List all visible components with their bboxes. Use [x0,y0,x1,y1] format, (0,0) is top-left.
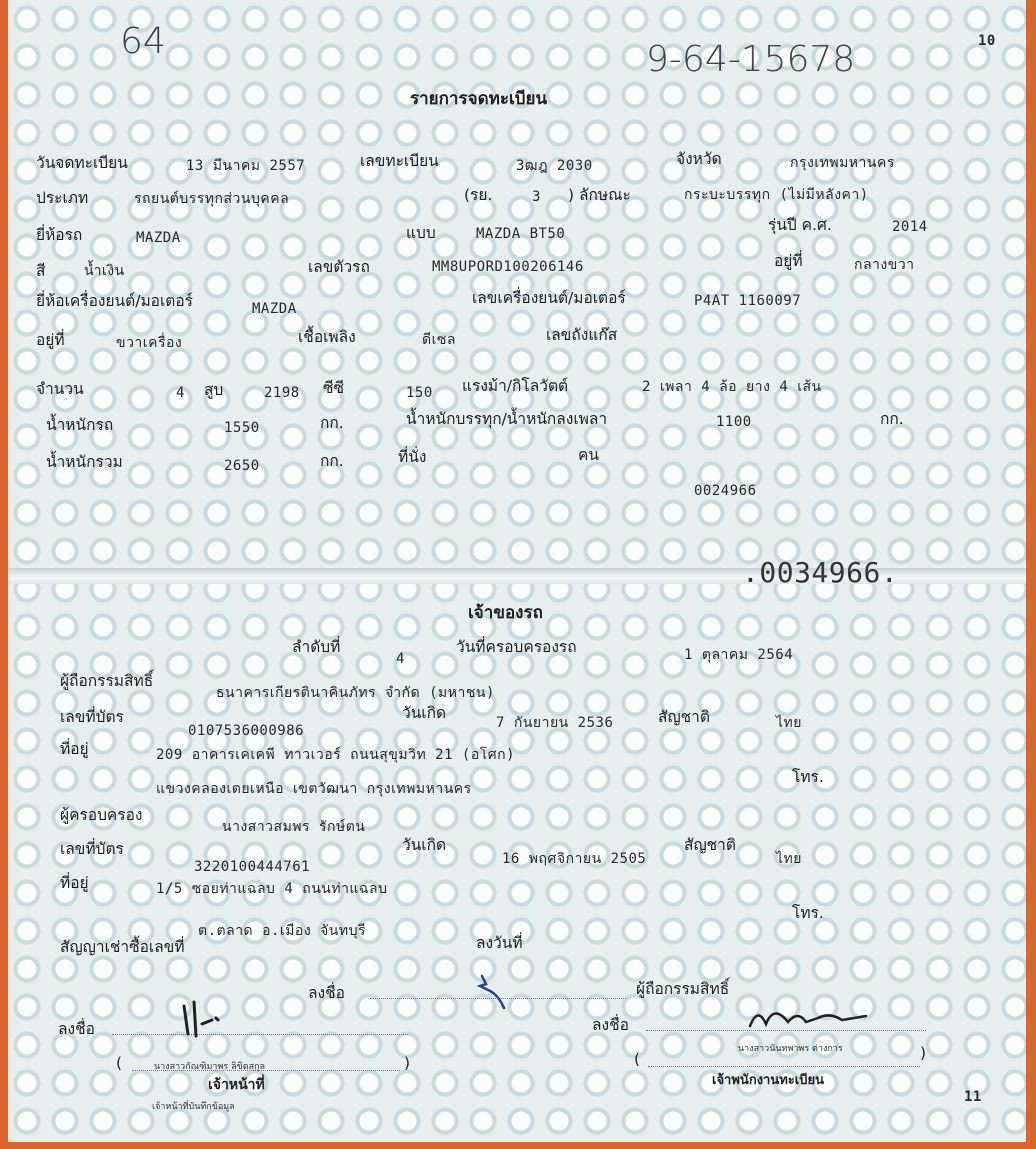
birth-label: วันเกิด [402,836,447,854]
order-number: 4 [396,651,405,667]
possessor-label: ผู้ครอบครอง [60,806,143,824]
registration-document [8,0,1026,1142]
gas-tank-label: เลขถังแก๊ส [546,326,618,344]
owner-section-title: เจ้าของรถ [468,603,543,623]
chassis-label: เลขตัวรถ [308,258,370,276]
possessor-nationality: ไทย [776,851,802,867]
engine-cc: 2198 [264,385,300,401]
document-serial-large: .0034966. [742,556,899,589]
holder-id: 0107536000986 [188,723,305,739]
gross-weight-label: น้ำหนักรวม [46,453,123,471]
signature-middle [468,972,514,1012]
load-label: น้ำหนักบรรทุก/น้ำหนักลงเพลา [406,410,608,428]
reg-date-label: วันจดทะเบียน [36,154,128,172]
holder-nationality: ไทย [776,715,802,731]
color-label: สี [36,262,46,280]
officer-title-left: เจ้าหน้าที่ [208,1077,265,1093]
load-weight: 1100 [716,414,752,430]
brand: MAZDA [136,230,181,246]
engine-brand-label: ยี่ห้อเครื่องยนต์/มอเตอร์ [36,292,193,310]
brand-label: ยี่ห้อรถ [36,226,83,244]
reg-date: 13 มีนาคม 2557 [186,158,306,174]
officer-name-left: นางสาวกัณฑิมาพร ลิขิตสกุล [154,1062,266,1072]
holder-address-line2: แขวงคลองเตยเหนือ เขตวัฒนา กรุงเทพมหานคร [156,781,472,797]
plate-label: เลขทะเบียน [360,152,439,170]
sign-label: ลงชื่อ [308,984,345,1002]
officer-line-left [132,1070,400,1071]
hp-label: แรงม้า/กิโลวัตต์ [462,377,569,395]
handwritten-reference: 9-64-15678 [646,39,856,80]
model: MAZDA BT50 [476,226,566,242]
id-label: เลขที่บัตร [60,708,124,726]
document-serial: 0024966 [694,483,757,499]
officer-line-right [648,1066,920,1067]
model-label: แบบ [406,224,436,242]
nature-label: ) ลักษณะ [568,186,631,204]
province-label: จังหวัด [676,150,722,168]
phone-label: โทร. [792,904,824,922]
type-label: ประเภท [36,189,89,207]
engine-number-label: เลขเครื่องยนต์/มอเตอร์ [472,289,626,307]
ry-number: 3 [532,189,541,205]
chassis-location: กลางขวา [854,257,915,273]
possessor-name: นางสาวสมพร รักษ์ตน [222,819,366,835]
possessor-address-line2: ต.ตลาด อ.เมือง จันทบุรี [198,923,367,939]
holder-address-line1: 209 อาคารเคเคพี ทาวเวอร์ ถนนสุขุมวิท 21 (อโศก) [156,747,516,763]
nationality-label: สัญชาติ [684,836,736,854]
possessor-address-line1: 1/5 ซอยท่าแฉลบ 4 ถนนท่าแฉลบ [156,881,388,897]
engine-location: ขวาเครื่อง [116,335,183,351]
holder-birth: 7 กันยายน 2536 [496,715,614,731]
plate-number: 3ฒฎ 2030 [516,158,593,174]
holder-name: ธนาคารเกียรตินาคินภัทร จำกัด (มหาชน) [216,685,495,701]
phone-label: โทร. [792,768,824,786]
birth-label: วันเกิด [402,704,447,722]
cylinders: 4 [176,385,185,401]
weight-label: น้ำหนักรถ [46,416,114,434]
bracket-close-left: ) [404,1054,411,1072]
nationality-label: สัญชาติ [658,708,710,726]
engine-location-label: อยู่ที่ [36,331,65,349]
vehicle-color: น้ำเงิน [84,263,125,279]
bracket-close-right: ) [920,1044,927,1062]
order-label: ลำดับที่ [292,638,341,656]
holder-signature-label: ผู้ถือกรรมสิทธิ์ [636,980,730,998]
sign-label-right: ลงชื่อ [592,1016,629,1034]
page-number-bottom: 11 [964,1089,982,1105]
axle-wheel-tire: 2 เพลา 4 ล้อ ยาง 4 เส้น [642,379,822,395]
seats-label: ที่นั่ง [398,448,427,466]
page-title: รายการจดทะเบียน [410,89,548,109]
bracket-open-right: ( [634,1050,641,1068]
cylinder-label: สูบ [204,381,224,399]
holder-label: ผู้ถือกรรมสิทธิ์ [60,672,154,690]
address-label: ที่อยู่ [60,740,89,758]
sign-label-left: ลงชื่อ [58,1020,95,1038]
officer-subtitle-left: เจ้าหน้าที่บันทึกข้อมูล [152,1102,235,1112]
id-label: เลขที่บัตร [60,840,124,858]
signature-left [176,994,240,1040]
signature-right [744,998,874,1034]
fuel-label: เชื้อเพลิง [298,328,356,346]
vehicle-type: รถยนต์บรรทุกส่วนบุคคล [134,191,290,207]
cc-label: ซีซี [323,379,345,397]
model-year: 2014 [892,219,928,235]
possessor-birth: 16 พฤศจิกายน 2505 [502,851,647,867]
kg-unit: กก. [320,414,344,432]
address-label: ที่อยู่ [60,874,89,892]
sign-date-label: ลงวันที่ [476,934,523,952]
handwritten-number: 64 [120,21,166,62]
chassis-number: MM8UPORD100206146 [432,259,584,275]
possession-date-label: วันที่ครอบครองรถ [456,638,577,656]
officer-title-right: เจ้าพนักงานทะเบียน [712,1073,824,1088]
page-number-top: 10 [978,33,996,49]
possession-date: 1 ตุลาคม 2564 [684,647,794,663]
possessor-id: 3220100444761 [194,859,311,875]
chassis-location-label: อยู่ที่ [774,252,803,270]
bracket-open-left: ( [116,1054,123,1072]
ry-prefix: (รย. [464,186,493,204]
vehicle-nature: กระบะบรรทุก (ไม่มีหลังคา) [684,187,869,203]
kg-unit: กก. [880,410,904,428]
engine-number: P4AT 1160097 [694,293,802,309]
vehicle-weight: 1550 [224,420,260,436]
engine-brand: MAZDA [252,301,297,317]
signature-line-left [112,1034,408,1035]
seats-unit: คน [578,446,599,464]
contract-label: สัญญาเช่าซื้อเลขที่ [60,938,185,956]
kg-unit: กก. [320,452,344,470]
province: กรุงเทพมหานคร [790,155,895,171]
count-label: จำนวน [36,380,84,398]
horsepower: 150 [406,385,433,401]
year-label: รุ่นปี ค.ศ. [768,216,832,234]
officer-name-right: นางสาวนันทพาพร ต่างการ [738,1044,843,1054]
fuel: ดีเซล [422,332,456,348]
gross-weight: 2650 [224,458,260,474]
